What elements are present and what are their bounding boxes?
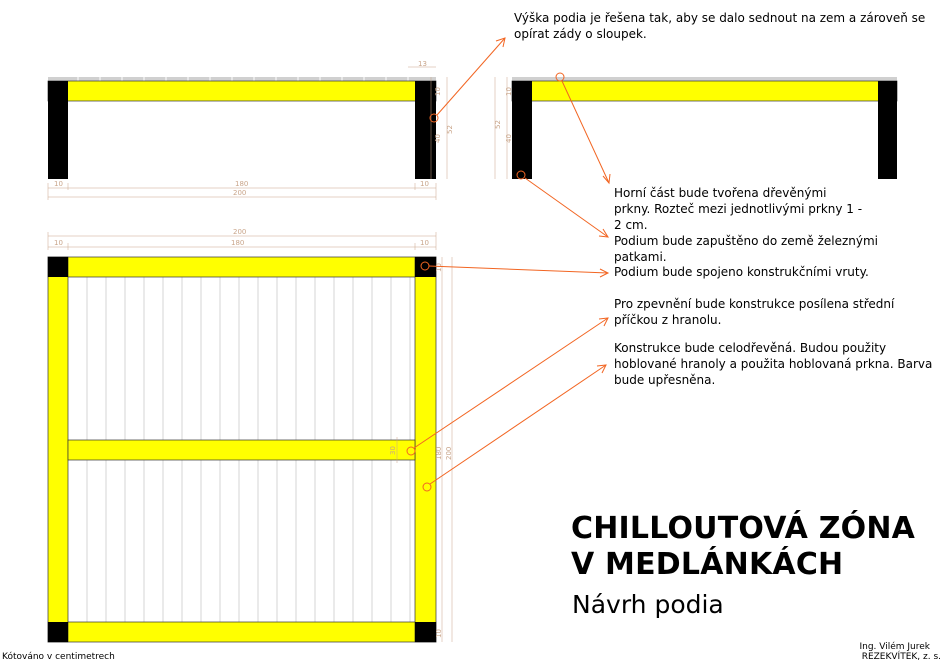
dimension-labels bbox=[54, 60, 513, 638]
dim-plan-inner-v: 180 bbox=[435, 446, 443, 460]
front-right-post bbox=[415, 81, 436, 179]
side-top-board bbox=[512, 77, 897, 81]
plan-bottom-beam bbox=[48, 622, 436, 642]
arrow-screws bbox=[429, 266, 608, 273]
dim-side-h-total: 52 bbox=[494, 120, 502, 129]
dim-front-inner: 180 bbox=[235, 180, 249, 188]
front-beam bbox=[48, 81, 436, 101]
note-top-boards: Horní část bude tvořena dřevěnými prkny. Rozteč mezi jednotlivými prkny 1 - 2 cm. bbox=[614, 186, 863, 232]
side-left-post bbox=[512, 81, 532, 179]
side-elevation bbox=[495, 77, 897, 179]
dim-plan-inner: 180 bbox=[231, 239, 245, 247]
dim-plan-total: 200 bbox=[233, 228, 247, 236]
note-anchoring: Podium bude zapuštěno do země železnými patkami. bbox=[614, 234, 878, 264]
plan-post-br bbox=[415, 622, 436, 642]
plan-post-tr bbox=[415, 257, 436, 277]
dim-plan-left: 10 bbox=[54, 239, 63, 247]
author-organization: REZEKVÍTEK, z. s. bbox=[861, 652, 941, 662]
units-note: Kótováno v centimetrech bbox=[2, 652, 115, 662]
note-material: Konstrukce bude celodřevěná. Budou použity hoblované hranoly a použita hoblovaná prkna. Barva bude upřesněna. bbox=[614, 341, 933, 387]
author-name: Ing. Vilém Jurek bbox=[859, 642, 930, 652]
dim-front-right: 10 bbox=[420, 180, 429, 188]
dim-front-h-beam: 10 bbox=[434, 87, 442, 96]
title-line-2: V MEDLÁNKÁCH bbox=[571, 547, 844, 582]
dim-front-top: 13 bbox=[418, 60, 427, 68]
arrow-anchoring bbox=[525, 178, 608, 237]
dim-plan-mid-beam: 30 bbox=[389, 446, 397, 455]
dim-plan-total-v: 200 bbox=[445, 446, 453, 460]
dim-plan-top-v: 10 bbox=[435, 263, 443, 272]
plan-top-beam bbox=[48, 257, 436, 277]
subtitle: Návrh podia bbox=[572, 590, 724, 619]
front-left-post bbox=[48, 81, 68, 179]
dim-front-h-total: 52 bbox=[446, 125, 454, 134]
dim-side-h-beam: 10 bbox=[505, 87, 513, 96]
front-top-boards bbox=[48, 77, 436, 81]
plan-left-beam bbox=[48, 257, 68, 642]
plan-post-tl bbox=[48, 257, 68, 277]
plan-right-beam bbox=[415, 257, 436, 642]
arrow-material bbox=[430, 365, 606, 484]
plan-middle-beam bbox=[68, 440, 415, 460]
note-reinforcement: Pro zpevnění bude konstrukce posílena střední příčkou z hranolu. bbox=[614, 297, 895, 327]
note-height: Výška podia je řešena tak, aby se dalo sednout na zem a zároveň se opírat zády o sloupek. bbox=[514, 11, 926, 41]
plan-view bbox=[48, 232, 452, 642]
note-screws: Podium bude spojeno konstrukčními vruty. bbox=[614, 265, 869, 279]
dim-plan-bottom-v: 10 bbox=[435, 629, 443, 638]
title-line-1: CHILLOUTOVÁ ZÓNA bbox=[571, 511, 916, 546]
plan-post-bl bbox=[48, 622, 68, 642]
dim-front-h-post: 40 bbox=[434, 134, 442, 143]
side-right-post bbox=[878, 81, 897, 179]
dim-front-left: 10 bbox=[54, 180, 63, 188]
dim-plan-right: 10 bbox=[420, 239, 429, 247]
dim-side-h-post: 40 bbox=[505, 134, 513, 143]
dim-front-total: 200 bbox=[233, 189, 247, 197]
